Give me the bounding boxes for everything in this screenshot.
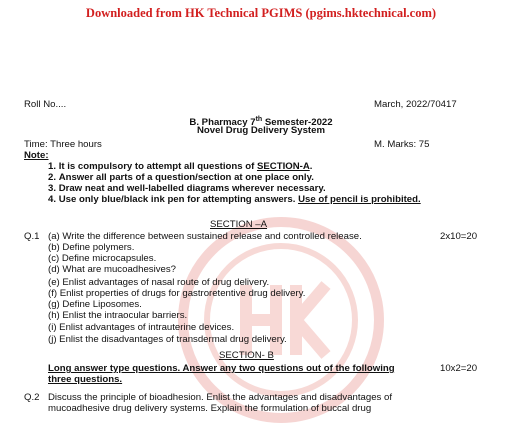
question-part: (h) Enlist the intraocular barriers.	[48, 310, 188, 321]
max-marks: M. Marks: 75	[374, 139, 430, 150]
question-part: (i) Enlist advantages of intrauterine devices.	[48, 322, 235, 333]
time-allowed: Time: Three hours	[24, 139, 102, 150]
note-item: 4. Use only blue/black ink pen for attempting answers. Use of pencil is prohibited.	[48, 194, 421, 205]
section-b-title: SECTION- B	[219, 350, 274, 361]
roll-number: Roll No....	[24, 99, 67, 110]
question-part: (d) What are mucoadhesives?	[48, 264, 176, 275]
question-number: Q.1	[24, 231, 40, 242]
question-part: (c) Define microcapsules.	[48, 253, 157, 264]
question-text: Discuss the principle of bioadhesion. Enlist the advantages and disadvantages of	[48, 392, 392, 403]
note-item: 1. It is compulsory to attempt all questions of SECTION-A.	[48, 161, 313, 172]
note-item: 2. Answer all parts of a question/section at one place only.	[48, 172, 314, 183]
question-part: (a) Write the difference between sustained release and controlled release.	[48, 231, 362, 242]
course-title: B. Pharmacy 7th Semester-2022	[189, 116, 333, 129]
note-item: 3. Draw neat and well-labelled diagrams wherever necessary.	[48, 183, 326, 194]
note-label: Note:	[24, 150, 49, 161]
question-number: Q.2	[24, 392, 40, 403]
question-part: (g) Define Liposomes.	[48, 299, 142, 310]
subject-title: Novel Drug Delivery System	[197, 125, 325, 136]
question-part: (j) Enlist the disadvantages of transdermal drug delivery.	[48, 334, 287, 345]
question-part: (f) Enlist properties of drugs for gastroretentive drug delivery.	[48, 288, 306, 299]
section-b-instruction-cont: three questions.	[48, 374, 123, 385]
download-banner: Downloaded from HK Technical PGIMS (pgims.hktechnical.com)	[85, 6, 437, 20]
date-code: March, 2022/70417	[374, 99, 457, 110]
section-b-instruction: Long answer type questions. Answer any two questions out of the following	[48, 363, 395, 374]
question-part: (b) Define polymers.	[48, 242, 135, 253]
question-part: (e) Enlist advantages of nasal route of drug delivery.	[48, 277, 270, 288]
section-b-marks: 10x2=20	[440, 363, 478, 374]
section-a-title: SECTION –A	[210, 219, 268, 230]
question-marks: 2x10=20	[440, 231, 478, 242]
question-text-cont: mucoadhesive drug delivery systems. Explain the formulation of buccal drug	[48, 403, 372, 414]
